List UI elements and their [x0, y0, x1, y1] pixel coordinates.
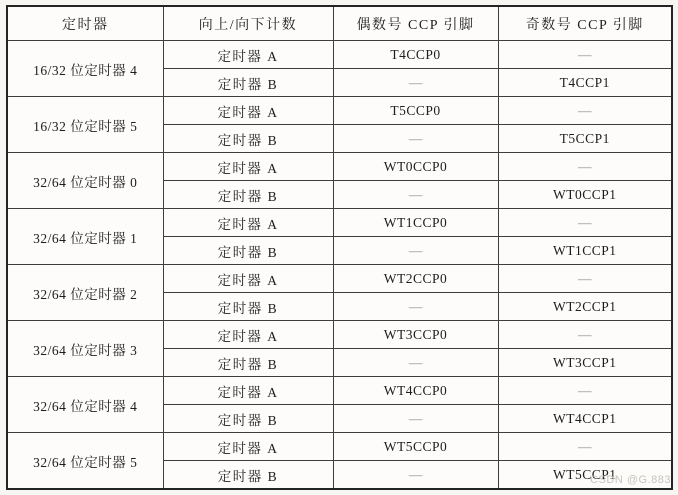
odd-ccp-cell: —: [498, 153, 672, 181]
header-timer: 定时器: [7, 6, 163, 41]
counter-cell: 定时器 B: [163, 69, 333, 97]
counter-cell: 定时器 B: [163, 237, 333, 265]
odd-ccp-cell: WT2CCP1: [498, 293, 672, 321]
even-ccp-cell: —: [333, 237, 498, 265]
even-ccp-cell: WT3CCP0: [333, 321, 498, 349]
timer-group-cell: 32/64 位定时器 0: [7, 153, 163, 209]
even-ccp-cell: WT5CCP0: [333, 433, 498, 461]
timer-group-cell: 32/64 位定时器 1: [7, 209, 163, 265]
timer-group-cell: 32/64 位定时器 4: [7, 377, 163, 433]
even-ccp-cell: WT4CCP0: [333, 377, 498, 405]
odd-ccp-cell: T4CCP1: [498, 69, 672, 97]
counter-cell: 定时器 A: [163, 97, 333, 125]
counter-cell: 定时器 B: [163, 293, 333, 321]
odd-ccp-cell: WT5CCP1: [498, 461, 672, 490]
even-ccp-cell: —: [333, 181, 498, 209]
even-ccp-cell: T5CCP0: [333, 97, 498, 125]
even-ccp-cell: WT2CCP0: [333, 265, 498, 293]
even-ccp-cell: WT0CCP0: [333, 153, 498, 181]
table-row: [7, 321, 672, 349]
table-row: [7, 41, 672, 69]
header-count-direction: 向上/向下计数: [163, 6, 333, 41]
counter-cell: 定时器 B: [163, 405, 333, 433]
timer-group-cell: 32/64 位定时器 2: [7, 265, 163, 321]
counter-cell: 定时器 B: [163, 181, 333, 209]
odd-ccp-cell: —: [498, 321, 672, 349]
even-ccp-cell: WT1CCP0: [333, 209, 498, 237]
table-row: [7, 377, 672, 405]
table-row: [7, 209, 672, 237]
timer-group-cell: 32/64 位定时器 3: [7, 321, 163, 377]
counter-cell: 定时器 B: [163, 461, 333, 490]
timer-group-cell: 16/32 位定时器 5: [7, 97, 163, 153]
counter-cell: 定时器 A: [163, 321, 333, 349]
counter-cell: 定时器 B: [163, 349, 333, 377]
table-row: [7, 153, 672, 181]
even-ccp-cell: —: [333, 349, 498, 377]
odd-ccp-cell: —: [498, 97, 672, 125]
header-row: [7, 6, 672, 41]
even-ccp-cell: —: [333, 293, 498, 321]
odd-ccp-cell: —: [498, 377, 672, 405]
timer-group-cell: 32/64 位定时器 5: [7, 433, 163, 490]
odd-ccp-cell: WT1CCP1: [498, 237, 672, 265]
even-ccp-cell: —: [333, 461, 498, 490]
timer-ccp-table: [6, 5, 673, 490]
counter-cell: 定时器 A: [163, 209, 333, 237]
odd-ccp-cell: WT3CCP1: [498, 349, 672, 377]
counter-cell: 定时器 A: [163, 433, 333, 461]
header-even-ccp-pin: 偶数号 CCP 引脚: [333, 6, 498, 41]
odd-ccp-cell: —: [498, 209, 672, 237]
counter-cell: 定时器 A: [163, 41, 333, 69]
odd-ccp-cell: T5CCP1: [498, 125, 672, 153]
even-ccp-cell: —: [333, 405, 498, 433]
timer-group-cell: 16/32 位定时器 4: [7, 41, 163, 97]
even-ccp-cell: —: [333, 69, 498, 97]
counter-cell: 定时器 A: [163, 377, 333, 405]
watermark: CSDN @G.883: [590, 474, 671, 486]
counter-cell: 定时器 A: [163, 153, 333, 181]
counter-cell: 定时器 B: [163, 125, 333, 153]
even-ccp-cell: T4CCP0: [333, 41, 498, 69]
even-ccp-cell: —: [333, 125, 498, 153]
odd-ccp-cell: —: [498, 265, 672, 293]
header-odd-ccp-pin: 奇数号 CCP 引脚: [498, 6, 672, 41]
counter-cell: 定时器 A: [163, 265, 333, 293]
odd-ccp-cell: —: [498, 41, 672, 69]
odd-ccp-cell: WT0CCP1: [498, 181, 672, 209]
table-row: [7, 265, 672, 293]
table-row: [7, 97, 672, 125]
table-row: [7, 433, 672, 461]
odd-ccp-cell: WT4CCP1: [498, 405, 672, 433]
odd-ccp-cell: —: [498, 433, 672, 461]
